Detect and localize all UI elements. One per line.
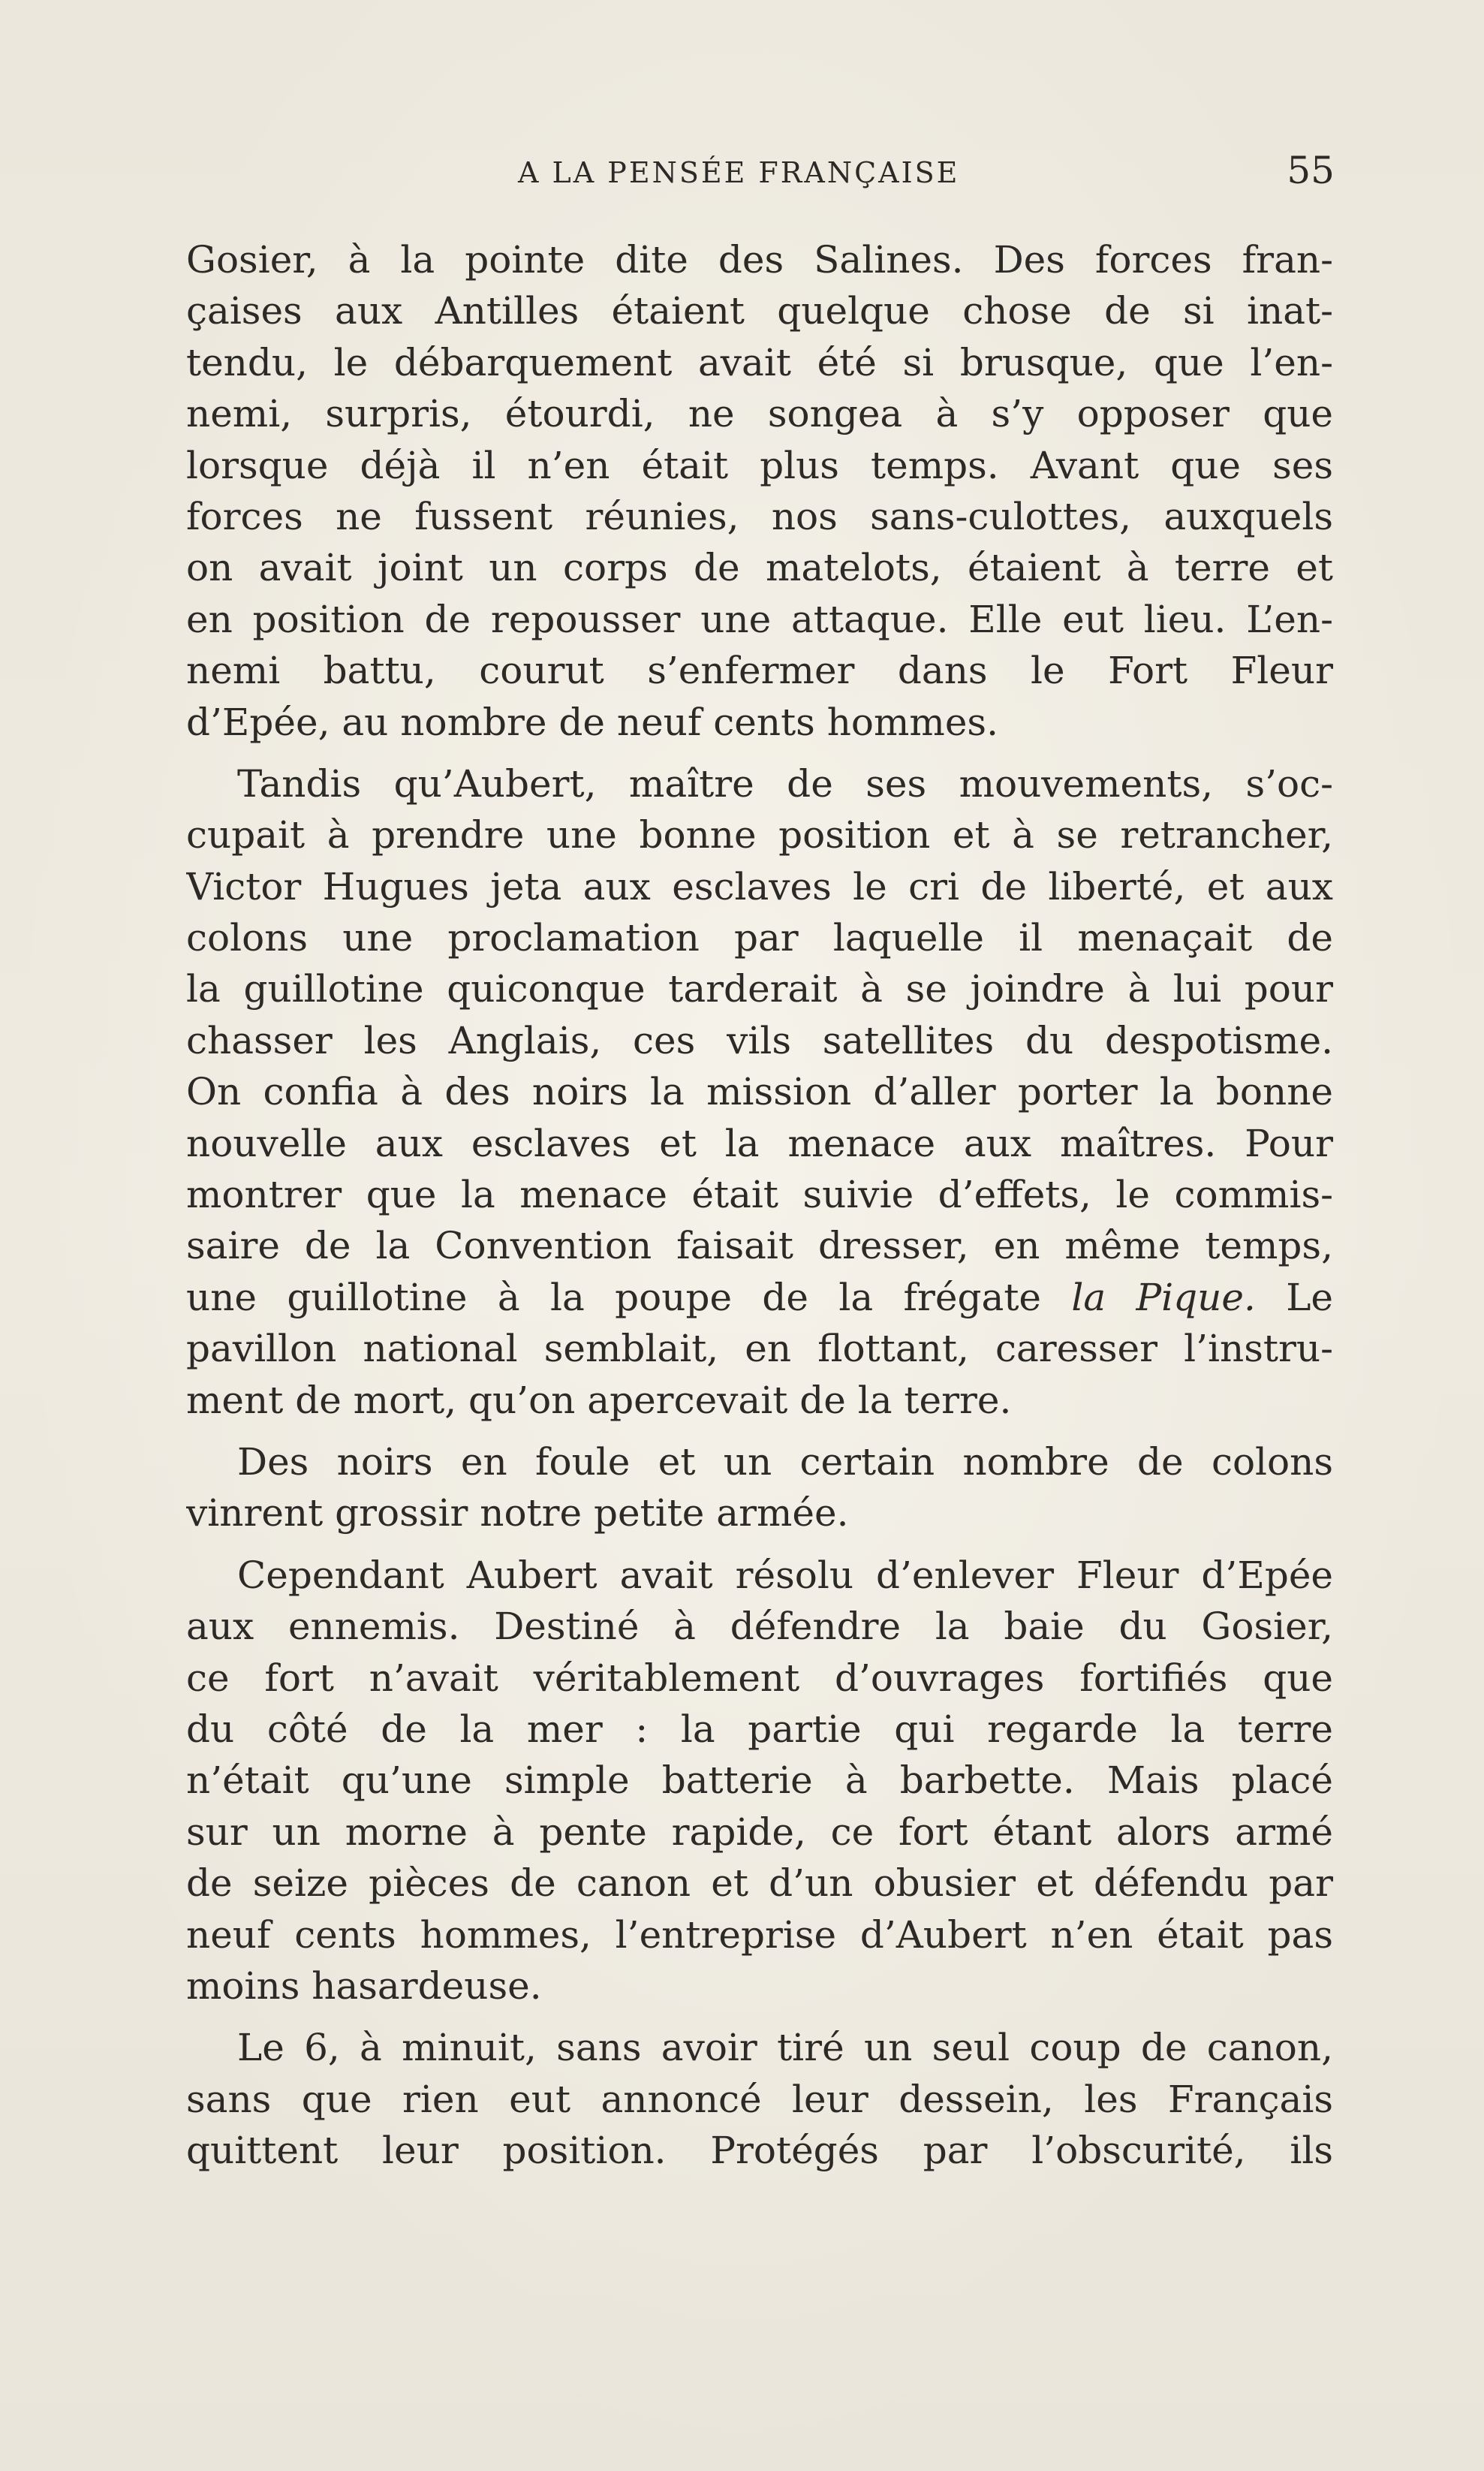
text-line-with-italic <box>186 1272 1333 1323</box>
text-line: lorsque déjà il n’en était plus temps. Avant que ses <box>186 443 1333 487</box>
text-line: chasser les Anglais, ces vils satellites du despotisme. <box>186 1018 1333 1062</box>
text-line: ment de mort, qu’on apercevait de la terre. <box>186 1378 1012 1422</box>
paragraph-2 <box>186 758 1333 1426</box>
text-line: la guillotine quiconque tarderait à se joindre à lui pour <box>186 967 1333 1011</box>
paragraph-3 <box>186 1436 1333 1539</box>
text-line: ce fort n’avait véritablement d’ouvrages fortifiés que <box>186 1656 1333 1700</box>
text-line: sans que rien eut annoncé leur dessein, les Français <box>186 2077 1333 2121</box>
paragraph-1 <box>186 234 1333 748</box>
text-line: on avait joint un corps de matelots, étaient à terre et <box>186 546 1333 590</box>
page-number: 55 <box>1287 149 1335 192</box>
text-line: nemi, surpris, étourdi, ne songea à s’y opposer que <box>186 392 1333 436</box>
line-text: Le <box>1255 1275 1333 1319</box>
text-line: saire de la Convention faisait dresser, en même temps, <box>186 1224 1333 1268</box>
text-line: cupait à prendre une bonne position et à se retrancher, <box>186 813 1333 857</box>
text-line: Victor Hugues jeta aux esclaves le cri de liberté, et aux <box>186 864 1333 909</box>
running-title: A LA PENSÉE FRANÇAISE <box>518 156 960 189</box>
text-line: moins hasardeuse. <box>186 1963 542 2008</box>
text-line: On confia à des noirs la mission d’aller porter la bonne <box>186 1070 1333 1114</box>
text-line: nouvelle aux esclaves et la menace aux maîtres. Pour <box>186 1121 1333 1165</box>
text-line: Gosier, à la pointe dite des Salines. Des forces fran- <box>186 238 1333 282</box>
text-line: neuf cents hommes, l’entreprise d’Aubert n’en était pas <box>186 1912 1333 1957</box>
text-line: Des noirs en foule et un certain nombre de colons <box>237 1439 1333 1484</box>
text-line: forces ne fussent réunies, nos sans-culottes, auxquels <box>186 494 1333 538</box>
text-line: vinrent grossir notre petite armée. <box>186 1491 849 1535</box>
text-line: pavillon national semblait, en flottant, caresser l’instru- <box>186 1327 1333 1371</box>
text-line: nemi battu, courut s’enfermer dans le Fort Fleur <box>186 649 1333 693</box>
text-line: tendu, le débarquement avait été si brusque, que l’en- <box>186 340 1333 384</box>
text-line: Tandis qu’Aubert, maître de ses mouvements, s’oc- <box>237 761 1333 806</box>
line-text: une guillotine à la poupe de la frégate <box>186 1275 1072 1319</box>
text-line: sur un morne à pente rapide, ce fort étant alors armé <box>186 1810 1333 1854</box>
text-line: n’était qu’une simple batterie à barbette. Mais placé <box>186 1758 1333 1803</box>
text-line: de seize pièces de canon et d’un obusier et défendu par <box>186 1861 1333 1906</box>
paragraph-4 <box>186 1550 1333 2012</box>
text-line: colons une proclamation par laquelle il menaçait de <box>186 916 1333 960</box>
text-line: Le 6, à minuit, sans avoir tiré un seul coup de canon, <box>237 2026 1333 2070</box>
text-line: çaises aux Antilles étaient quelque chose de si inat- <box>186 289 1333 333</box>
text-line: quittent leur position. Protégés par l’obscurité, ils <box>186 2129 1333 2173</box>
ship-name: la Pique. <box>1071 1275 1256 1319</box>
text-line: du côté de la mer : la partie qui regarde la terre <box>186 1707 1333 1751</box>
text-line: d’Epée, au nombre de neuf cents hommes. <box>186 700 998 744</box>
text-line: aux ennemis. Destiné à défendre la baie du Gosier, <box>186 1605 1333 1649</box>
text-line: montrer que la menace était suivie d’effets, le commis- <box>186 1173 1333 1217</box>
body-text <box>186 234 1333 2186</box>
text-line: Cependant Aubert avait résolu d’enlever Fleur d’Epée <box>237 1553 1333 1597</box>
running-head <box>186 149 1335 201</box>
paragraph-5 <box>186 2022 1333 2176</box>
text-line: en position de repousser une attaque. Elle eut lieu. L’en- <box>186 597 1333 641</box>
